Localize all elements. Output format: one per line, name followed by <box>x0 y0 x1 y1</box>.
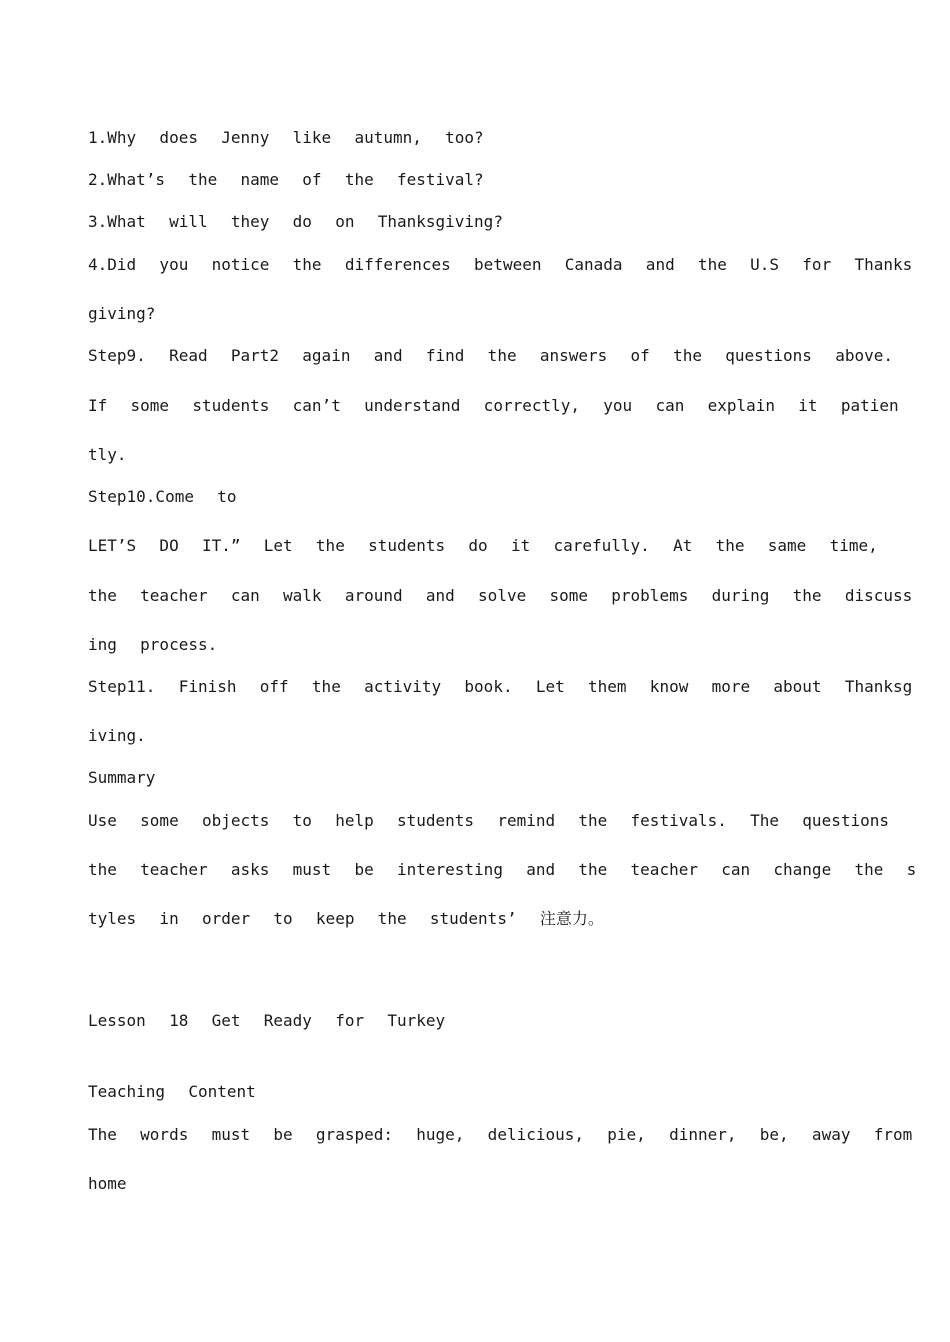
step10-line-2: the teacher can walk around and solve some problems during the discuss <box>88 586 913 605</box>
summary-line-1: Use some objects to help students remind the festivals. The questions <box>88 811 889 830</box>
step11-line-2: iving. <box>88 726 146 745</box>
step9-line-3: tly. <box>88 445 127 464</box>
question-3: 3.What will they do on Thanksgiving? <box>88 212 503 231</box>
step9-line-2: If some students can’t understand correctly, you can explain it patien <box>88 396 899 415</box>
step11-line-1: Step11. Finish off the activity book. Let them know more about Thanksg <box>88 677 913 696</box>
lesson-title: Lesson 18 Get Ready for Turkey <box>88 1011 446 1030</box>
summary-line-2: the teacher asks must be interesting and the teacher can change the s <box>88 860 917 879</box>
step10-heading: Step10.Come to <box>88 487 237 506</box>
teaching-content-heading: Teaching Content <box>88 1082 256 1101</box>
summary-heading: Summary <box>88 768 156 787</box>
question-2: 2.What’s the name of the festival? <box>88 170 484 189</box>
question-1: 1.Why does Jenny like autumn, too? <box>88 128 484 147</box>
words-line-2: home <box>88 1174 127 1193</box>
question-4-line-1: 4.Did you notice the differences between Canada and the U.S for Thanks <box>88 255 913 274</box>
words-line-1: The words must be grasped: huge, delicious, pie, dinner, be, away from <box>88 1125 913 1144</box>
step10-line-3: ing process. <box>88 635 218 654</box>
step10-line-1: LET’S DO IT.” Let the students do it carefully. At the same time, <box>88 536 878 555</box>
step9-line-1: Step9. Read Part2 again and find the answers of the questions above. <box>88 346 893 365</box>
summary-line-3: tyles in order to keep the students’ 注意力。 <box>88 909 604 928</box>
question-4-line-2: giving? <box>88 304 156 323</box>
